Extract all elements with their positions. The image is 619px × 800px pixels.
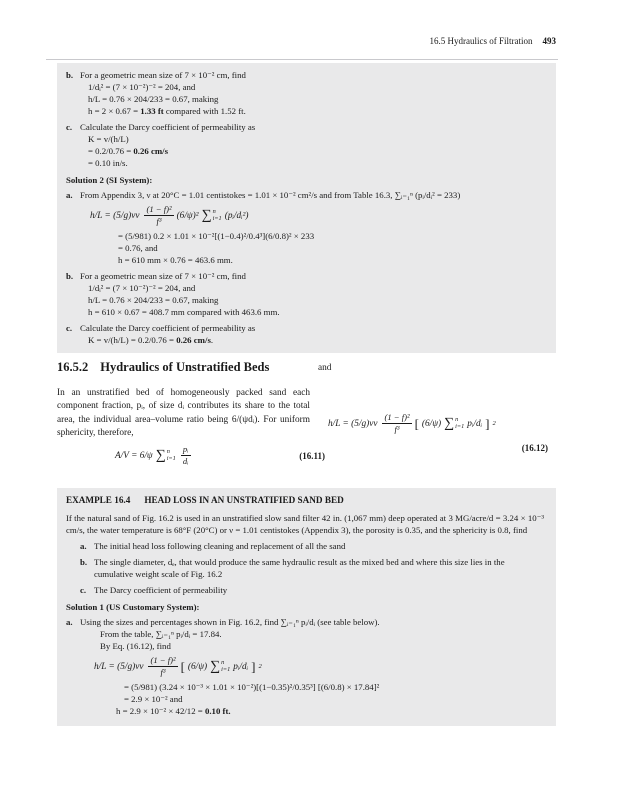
equation-lhs: h/L = (5/g)νv — [328, 418, 378, 429]
open-bracket: [ — [414, 415, 419, 431]
calc-line: By Eq. (16.12), find — [100, 641, 171, 651]
list-marker: b. — [66, 70, 74, 80]
fraction — [144, 205, 173, 226]
sigma-symbol: ∑ — [201, 207, 212, 223]
list-text: The single diameter, dₑ, that would produce the same hydraulic result as the mixed bed and where this size lies in the cumulative weight scale of Fig. 16.2 — [94, 557, 505, 579]
equation-16-12: h/L = (5/g)νv $\frac{\text{(1 − f)²}}{\text{f³}}$ [ (6/ψ) ∑ n i=1 pᵢ/dᵢ ] 2 — [328, 412, 496, 434]
summation-upper: n — [166, 447, 170, 455]
fraction-denominator: f³ — [394, 423, 400, 434]
body-paragraph: In an unstratified bed of homogeneously packed sand each component fraction, pᵢ, of size dᵢ contributes its share to the total area, the individual area–volume ratio being 6/(ψdᵢ). For uniform sphericity, therefore, — [57, 388, 310, 438]
equation-16-11 — [115, 445, 194, 466]
sigma-symbol: ∑ — [210, 658, 221, 674]
summation — [210, 660, 230, 674]
running-header — [0, 36, 556, 46]
equation-16-12-block — [328, 413, 556, 453]
list-text: Calculate the Darcy coefficient of permeability as — [80, 122, 256, 132]
result-value: 0.10 ft. — [204, 706, 231, 716]
fraction-numerator: (1 − f)² — [150, 655, 176, 665]
calc-line — [88, 145, 544, 157]
equation-16-11-row — [57, 445, 325, 466]
calc-line: 1/dᵢ² = (7 × 10⁻²)⁻² = 204, and — [88, 82, 196, 92]
close-bracket: ] — [251, 658, 256, 674]
summation-limits — [455, 417, 464, 431]
example-16-4-box — [57, 488, 556, 726]
calc-line: h = 610 × 0.67 = 408.7 mm compared with 463.6 mm. — [88, 307, 280, 317]
equation-rhs: (pᵢ/dᵢ²) — [224, 210, 249, 221]
equation-label: (16.11) — [299, 450, 325, 461]
solution-1-title: Solution 1 (US Customary System): — [66, 602, 200, 612]
calc-segment: h = 2 × 0.67 = — [88, 106, 141, 116]
fraction-numerator: pᵢ — [182, 444, 189, 454]
example-task-list — [80, 540, 544, 596]
equation-term: (6/ψ)² — [176, 210, 199, 221]
fraction-denominator: f³ — [156, 215, 162, 226]
equation-lhs: h/L = (5/g)νv — [90, 210, 140, 221]
example-intro: If the natural sand of Fig. 16.2 is used in an unstratified slow sand filter 42 in. (1,067 mm) deep operated at 3 MG/acre/d = 3.24 × 10⁻³ cm/s, the water temperature is 68°F (20°C) or ν = 1.01 centistokes (Appendix 3), the porosity is 0.35, and the sphericity is 0.8, find — [66, 513, 544, 535]
calc-line: = 0.76, and — [118, 243, 158, 253]
list-text: The initial head loss following cleaning and replacement of all the sand — [94, 541, 346, 551]
summation-upper: n — [212, 207, 216, 215]
sigma-symbol: ∑ — [155, 447, 166, 463]
summation-lower: i=1 — [455, 422, 465, 430]
list-item-b1 — [66, 69, 544, 81]
open-bracket: [ — [180, 658, 185, 674]
equation-term: (6/ψ) — [187, 661, 208, 672]
header-rule — [46, 59, 558, 60]
list-item-c — [80, 584, 544, 596]
summation-upper: n — [221, 658, 225, 666]
sigma-symbol: ∑ — [444, 415, 455, 431]
list-text: For a geometric mean size of 7 × 10⁻² cm, find — [80, 271, 246, 281]
calc-line: = (5/981) (3.24 × 10⁻³ × 1.01 × 10⁻²)[(1−0.35)²/0.35³] [(6/0.8) × 17.84]² — [124, 682, 380, 692]
running-head-title: 16.5 Hydraulics of Filtration — [429, 36, 533, 46]
list-text: Using the sizes and percentages shown in Fig. 16.2, find ∑ᵢ₌₁ⁿ pᵢ/dᵢ (see table below). — [80, 617, 380, 627]
solution-box-continued — [57, 63, 556, 353]
calc-line: 1/dᵢ² = (7 × 10⁻²)⁻² = 204, and — [88, 283, 196, 293]
solution-2-title: Solution 2 (SI System): — [66, 175, 153, 185]
summation-lower: i=1 — [166, 454, 176, 462]
list-item-b — [80, 556, 544, 580]
equation-headloss-unstratified: h/L = (5/g)νv $\frac{\text{(1 − f)²}}{\text{f³}}$ [ (6/ψ) ∑ n i=1 pᵢ/dᵢ ] 2 — [94, 655, 262, 677]
example-number: EXAMPLE 16.4 — [66, 495, 131, 505]
calc-line — [116, 705, 544, 717]
connector-word: and — [318, 363, 332, 373]
equation-term: pᵢ/dᵢ — [467, 418, 483, 429]
calc-segment: = 0.2/0.76 = — [88, 146, 134, 156]
fraction-numerator: (1 − f)² — [384, 412, 410, 422]
equation-lhs: A/V = 6/ψ — [115, 450, 153, 461]
section-heading — [57, 360, 269, 375]
list-marker: a. — [66, 190, 73, 200]
list-text: For a geometric mean size of 7 × 10⁻² cm, find — [80, 70, 246, 80]
calc-line: h = 610 mm × 0.76 = 463.6 mm. — [118, 255, 233, 265]
result-value: 0.26 cm/s — [176, 335, 211, 345]
summation — [202, 209, 222, 223]
section-number: 16.5.2 — [57, 360, 89, 374]
list-item-a2 — [66, 189, 544, 201]
fraction-denominator: f³ — [160, 666, 166, 677]
equation-label: (16.12) — [521, 443, 548, 453]
summation — [444, 417, 464, 431]
fraction — [382, 413, 411, 434]
calc-segment: h = 2.9 × 10⁻² × 42/12 = — [116, 706, 205, 716]
list-item-a2 — [66, 616, 544, 628]
calc-segment: . — [210, 335, 214, 345]
list-text: From Appendix 3, ν at 20°C = 1.01 centistokes = 1.01 × 10⁻² cm²/s and from Table 16.3, ∑ᵢ₌₁ⁿ (pᵢ/dᵢ² = 233) — [80, 190, 461, 200]
summation-lower: i=1 — [221, 665, 231, 673]
summation — [156, 449, 176, 463]
calc-line — [88, 105, 544, 117]
section-title: Hydraulics of Unstratified Beds — [100, 360, 270, 374]
list-text: The Darcy coefficient of permeability — [94, 585, 228, 595]
calc-segment: compared with 1.52 ft. — [163, 106, 246, 116]
calc-line: K = v/(h/L) — [88, 134, 129, 144]
fraction-denominator: dᵢ — [182, 455, 189, 466]
page-number: 493 — [542, 36, 556, 46]
list-marker: a. — [66, 617, 73, 627]
list-marker: c. — [80, 585, 87, 595]
list-text: Calculate the Darcy coefficient of permeability as — [80, 323, 256, 333]
calc-line: From the table, ∑ᵢ₌₁ⁿ pᵢ/dᵢ = 17.84. — [100, 629, 222, 639]
example-title-row — [66, 494, 544, 506]
summation-lower: i=1 — [212, 214, 222, 222]
result-value: 0.26 cm/s — [133, 146, 169, 156]
equation-term: (6/ψ) — [421, 418, 442, 429]
calc-line — [88, 334, 544, 346]
calc-line: = 2.9 × 10⁻² and — [124, 694, 183, 704]
calc-segment: K = v/(h/L) = 0.2/0.76 = — [88, 335, 177, 345]
equation-lhs: h/L = (5/g)νv — [94, 661, 144, 672]
list-marker: a. — [80, 541, 87, 551]
calc-line: = 0.10 in/s. — [88, 158, 128, 168]
list-item-b2 — [66, 270, 544, 282]
fraction — [181, 445, 191, 466]
list-item-c1 — [66, 121, 544, 133]
list-marker: b. — [66, 271, 74, 281]
summation-upper: n — [455, 415, 459, 423]
summation-limits — [167, 449, 176, 463]
list-item-c2 — [66, 322, 544, 334]
close-bracket: ] — [485, 415, 490, 431]
fraction-numerator: (1 − f)² — [146, 204, 172, 214]
list-item-a — [80, 540, 544, 552]
equation-headloss — [90, 205, 544, 226]
calc-line: h/L = 0.76 × 204/233 = 0.67, making — [88, 295, 219, 305]
equation-term: pᵢ/dᵢ — [233, 661, 249, 672]
calc-line: h/L = 0.76 × 204/233 = 0.67, making — [88, 94, 219, 104]
list-marker: c. — [66, 323, 73, 333]
result-value: 1.33 ft — [140, 106, 164, 116]
fraction — [148, 656, 177, 677]
summation-limits — [213, 209, 222, 223]
list-marker: b. — [80, 557, 88, 567]
example-title: HEAD LOSS IN AN UNSTRATIFIED SAND BED — [144, 495, 344, 505]
summation-limits — [221, 660, 230, 674]
list-marker: c. — [66, 122, 73, 132]
calc-line: = (5/981) 0.2 × 1.01 × 10⁻²[(1−0.4)²/0.4³](6/0.8)² × 233 — [118, 231, 315, 241]
